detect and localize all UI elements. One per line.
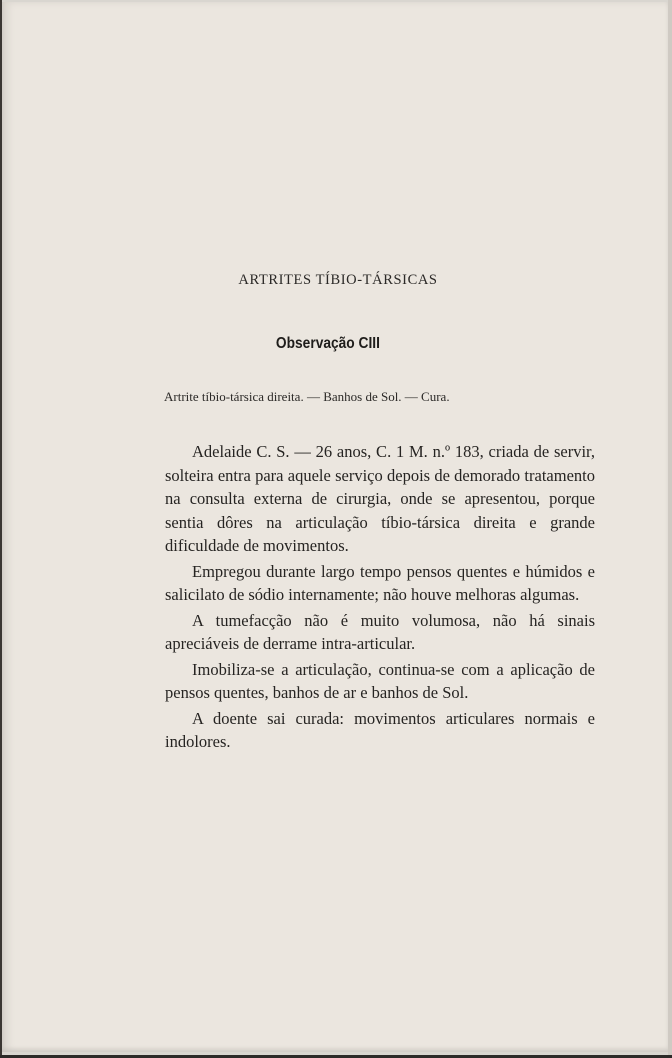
paragraph: Adelaide C. S. — 26 anos, C. 1 M. n.º 183, criada de servir, solteira entra para aquele serviço depois de demorado tratamento na consulta externa de cirurgia, onde se apresentou, porque sentia dôres na articulação tíbio-társica direita e grande dificuldade de movimentos. xyxy=(165,442,595,555)
section-title: ARTRITES TÍBIO-TÁRSICAS xyxy=(238,272,438,288)
case-body xyxy=(165,440,595,756)
book-page xyxy=(2,2,668,1052)
paragraph: Empregou durante largo tempo pensos quentes e húmidos e salicilato de sódio internamente; não houve melhoras algumas. xyxy=(165,561,595,604)
paragraph: A tumefacção não é muito volumosa, não há sinais apreciáveis de derrame intra-articular. xyxy=(165,610,595,653)
paragraph: Imobiliza-se a articulação, continua-se com a aplicação de pensos quentes, banhos de ar e banhos de Sol. xyxy=(165,659,595,702)
case-summary: Artrite tíbio-társica direita. — Banhos de Sol. — Cura. xyxy=(164,389,450,404)
paragraph: A doente sai curada: movimentos articulares normais e indolores. xyxy=(165,708,595,751)
observation-title: Observação CIII xyxy=(275,335,380,352)
page-edge-right xyxy=(668,0,672,1058)
page-edge-left xyxy=(0,0,2,1058)
